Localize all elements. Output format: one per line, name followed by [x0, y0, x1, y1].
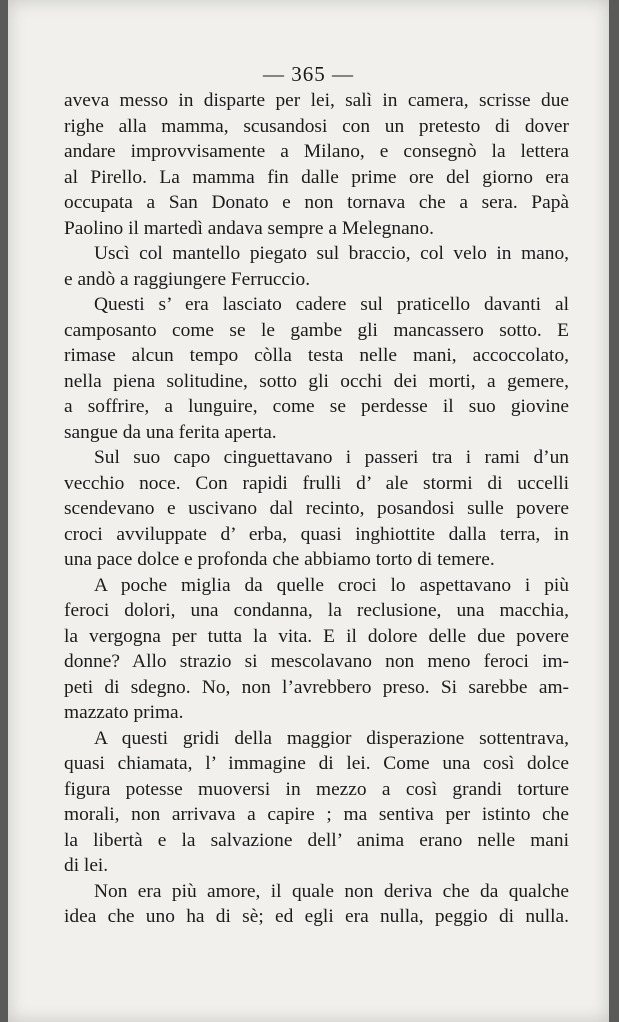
text-line: di lei.	[64, 855, 109, 876]
book-page	[8, 0, 609, 1022]
text-line: Paolino il martedì andava sempre a Melegnano.	[64, 217, 434, 239]
text-line: scendevano e uscivano dal recinto, posandosi sulle povere	[64, 498, 569, 519]
text-line: Sul suo capo cinguettavano i passeri tra i rami d’un	[94, 447, 569, 468]
text-line: occupata a San Donato e non tornava che a sera. Papà	[64, 192, 569, 213]
text-line: Questi s’ era lasciato cadere sul praticello davanti al	[94, 294, 569, 315]
text-line: la libertà e la salvazione dell’ anima erano nelle mani	[64, 829, 569, 851]
text-line: croci avviluppate d’ erba, quasi inghiottite dalla terra, in	[64, 523, 569, 545]
text-line: nella piena solitudine, sotto gli occhi dei morti, a gemere,	[64, 370, 569, 392]
text-line: vecchio noce. Con rapidi frulli d’ ale stormi di uccelli	[64, 472, 569, 494]
text-line: quasi chiamata, l’ immagine di lei. Come una così dolce	[64, 753, 569, 774]
text-line: una pace dolce e profonda che abbiamo torto di temere.	[64, 549, 495, 570]
text-line: andare improvvisamente a Milano, e consegnò la lettera	[64, 141, 569, 162]
text-line: rimase alcun tempo còlla testa nelle mani, accoccolato,	[64, 345, 569, 366]
text-line: idea che uno ha di sè; ed egli era nulla, peggio di nulla.	[64, 906, 569, 927]
text-line: morali, non arrivava a capire ; ma sentiva per istinto che	[64, 804, 569, 825]
text-line: A questi gridi della maggior disperazione sottentrava,	[94, 727, 569, 749]
text-line: la vergogna per tutta la vita. E il dolore delle due povere	[64, 625, 569, 647]
text-line: A poche miglia da quelle croci lo aspettavano i più	[94, 574, 569, 596]
text-line: sangue da una ferita aperta.	[64, 421, 277, 443]
text-line: righe alla mamma, scusandosi con un pretesto di dover	[64, 115, 569, 137]
text-line: al Pirello. La mamma fin dalle prime ore del giorno era	[64, 166, 569, 188]
text-line: peti di sdegno. No, non l’avrebbero preso. Si sarebbe am-	[64, 676, 569, 698]
text-line: e andò a raggiungere Ferruccio.	[64, 268, 311, 290]
text-line: aveva messo in disparte per lei, salì in camera, scrisse due	[64, 90, 569, 111]
text-line: Uscì col mantello piegato sul braccio, col velo in mano,	[94, 243, 569, 264]
text-line: donne? Allo strazio si mescolavano non meno feroci im-	[64, 651, 569, 672]
text-line: a soffrire, a lunguire, come se perdesse il suo giovine	[64, 396, 569, 417]
page-number: — 365 —	[263, 62, 354, 86]
text-line: figura potesse muoversi in mezzo a così grandi torture	[64, 778, 569, 800]
text-line: mazzato prima.	[64, 702, 184, 723]
text-line: Non era più amore, il quale non deriva che da qualche	[94, 880, 569, 902]
text-line: camposanto come se le gambe gli mancassero sotto. E	[64, 319, 569, 341]
text-line: feroci dolori, una condanna, la reclusione, una macchia,	[64, 600, 569, 621]
